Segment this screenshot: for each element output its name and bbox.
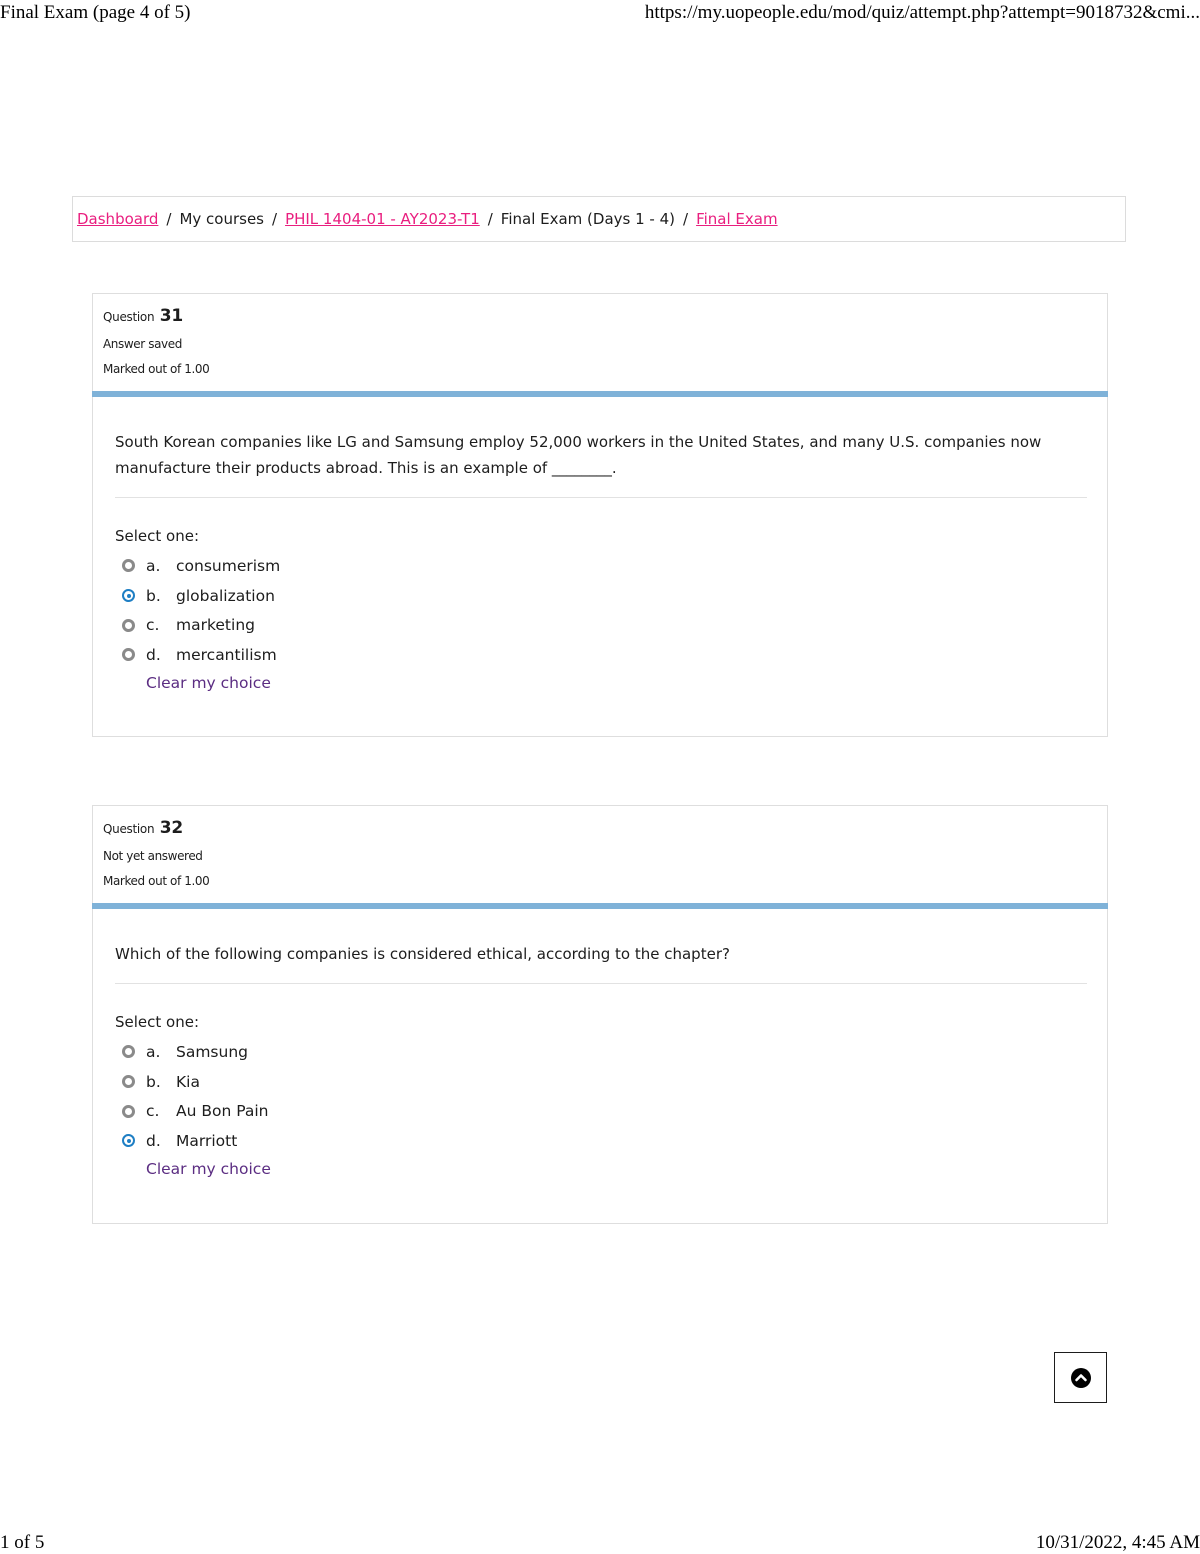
option-letter: b.	[146, 1072, 161, 1091]
question-number	[103, 306, 1097, 326]
back-to-top-button[interactable]	[1054, 1352, 1107, 1403]
question-content	[93, 909, 1107, 1178]
question-number	[103, 818, 1097, 838]
question-state: Not yet answered	[103, 849, 203, 863]
question-card	[92, 805, 1108, 1224]
breadcrumb-my-courses: My courses	[179, 210, 264, 228]
breadcrumb-separator: /	[487, 210, 493, 228]
option-label: Samsung	[176, 1042, 248, 1061]
breadcrumb-separator: /	[166, 210, 172, 228]
question-content	[93, 397, 1107, 692]
question-mark: Marked out of 1.00	[103, 874, 210, 888]
answer-option[interactable]	[115, 1126, 1087, 1156]
radio-button[interactable]	[122, 1045, 135, 1058]
option-label: consumerism	[176, 556, 281, 575]
option-label: mercantilism	[176, 645, 277, 664]
radio-button-checked[interactable]	[122, 589, 135, 602]
option-label: Kia	[176, 1072, 200, 1091]
question-text: South Korean companies like LG and Samsung employ 52,000 workers in the United States, and many U.S. companies now manufacture their products abroad. This is an example of ________.	[115, 429, 1087, 498]
arrow-up-circle-icon	[1070, 1367, 1092, 1389]
print-title: Final Exam (page 4 of 5)	[0, 2, 191, 23]
answer-option[interactable]	[115, 610, 1087, 640]
answer-option[interactable]	[115, 1096, 1087, 1126]
select-one-label: Select one:	[115, 527, 200, 545]
option-label: globalization	[176, 586, 275, 605]
answer-option[interactable]	[115, 640, 1087, 670]
answer-option[interactable]	[115, 1037, 1087, 1067]
option-letter: c.	[146, 616, 160, 635]
option-letter: d.	[146, 645, 161, 664]
question-number-value: 31	[159, 306, 183, 326]
radio-button[interactable]	[122, 1105, 135, 1118]
print-datetime: 10/31/2022, 4:45 AM	[1035, 1532, 1200, 1553]
question-mark: Marked out of 1.00	[103, 362, 210, 376]
breadcrumb-course[interactable]: PHIL 1404-01 - AY2023-T1	[285, 210, 480, 228]
breadcrumb-dashboard[interactable]: Dashboard	[77, 210, 159, 228]
option-letter: a.	[146, 1042, 161, 1061]
breadcrumb-section: Final Exam (Days 1 - 4)	[500, 210, 676, 228]
option-letter: d.	[146, 1131, 161, 1150]
breadcrumb-quiz[interactable]: Final Exam	[696, 210, 778, 228]
option-label: Marriott	[176, 1131, 238, 1150]
question-prefix: Question	[103, 310, 155, 324]
print-header	[0, 2, 1200, 24]
option-letter: b.	[146, 586, 161, 605]
radio-button-checked[interactable]	[122, 1134, 135, 1147]
clear-choice-link[interactable]: Clear my choice	[146, 673, 271, 692]
question-state: Answer saved	[103, 337, 182, 351]
radio-button[interactable]	[122, 619, 135, 632]
print-url: https://my.uopeople.edu/mod/quiz/attempt.php?attempt=9018732&cmi...	[644, 2, 1200, 23]
question-info	[93, 294, 1107, 391]
option-label: marketing	[176, 616, 255, 635]
print-footer	[0, 1532, 1200, 1554]
breadcrumb-separator: /	[683, 210, 689, 228]
clear-choice-link[interactable]: Clear my choice	[146, 1159, 271, 1178]
radio-button[interactable]	[122, 1075, 135, 1088]
option-letter: a.	[146, 556, 161, 575]
breadcrumb	[72, 196, 1126, 242]
question-text: Which of the following companies is considered ethical, according to the chapter?	[115, 941, 1087, 984]
answer-option[interactable]	[115, 581, 1087, 611]
question-card	[92, 293, 1108, 737]
select-one-label: Select one:	[115, 1013, 200, 1031]
answer-option[interactable]	[115, 551, 1087, 581]
option-label: Au Bon Pain	[176, 1102, 269, 1121]
question-number-value: 32	[159, 818, 183, 838]
answer-option[interactable]	[115, 1067, 1087, 1097]
print-page-number: 1 of 5	[0, 1532, 45, 1553]
breadcrumb-separator: /	[272, 210, 278, 228]
option-letter: c.	[146, 1102, 160, 1121]
question-info	[93, 806, 1107, 903]
question-prefix: Question	[103, 822, 155, 836]
radio-button[interactable]	[122, 648, 135, 661]
radio-button[interactable]	[122, 559, 135, 572]
